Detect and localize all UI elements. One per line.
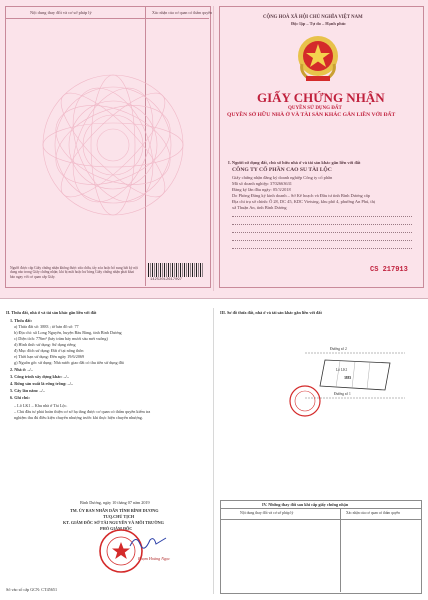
section-2-heading: II. Thửa đất, nhà ở và tài sản khác gắn liền với đất	[6, 310, 97, 315]
national-emblem-icon	[296, 34, 340, 84]
signature-icon	[128, 532, 168, 552]
certificate-inner	[0, 300, 428, 600]
issue-place-date: Bình Dương, ngày 10 tháng 07 năm 2019	[80, 500, 150, 505]
parcel-number-line: a) Thửa đất số: 3883 ; tờ bản đồ số: 77	[14, 324, 79, 329]
subtitle-land-use: QUYỀN SỬ DỤNG ĐẤT	[288, 106, 342, 111]
note-line: – Chủ đầu tư phải hoàn thiện cơ sở hạ tầng được cơ quan có thẩm quyền kiểm tra	[14, 409, 151, 414]
parcel-line: g) Nguồn gốc sử dụng: Nhà nước giao đất có thu tiền sử dụng đất	[14, 360, 124, 365]
motto: Độc lập – Tự do – Hạnh phúc	[291, 21, 347, 26]
section-1-heading: I. Người sử dụng đất, chủ sở hữu nhà ở và tài sản khác gắn liền với đất	[228, 160, 361, 165]
parcel-line: e) Thời hạn sử dụng: Đến ngày 19/6/2069	[14, 354, 85, 359]
changes-col-2: Xác nhận của cơ quan có thẩm quyền	[346, 511, 400, 515]
map-stamp-icon	[288, 384, 322, 418]
item-1-label: 1. Thửa đất:	[10, 318, 33, 323]
parcel-line: b) Địa chỉ: xã Long Nguyên, huyện Bàu Bàng, tỉnh Bình Dương	[14, 330, 122, 335]
signer-line-3: KT. GIÁM ĐỐC SỞ TÀI NGUYÊN VÀ MÔI TRƯỜNG	[63, 520, 164, 525]
item-5-label: 5. Cây lâu năm: –/–	[10, 388, 45, 393]
owner-line: Mã số doanh nghiệp: 3702663631	[232, 181, 293, 186]
owner-line: Do Phòng Đăng ký kinh doanh – Sở Kế hoạch và Đầu tư tỉnh Bình Dương cấp	[232, 193, 370, 198]
left-footnote: Người được cấp Giấy chứng nhận không được sửa chữa, tẩy xóa hoặc bổ sung bất kỳ nội dung nào trong Giấy chứng nhận; khi bị mất hoặc hư hỏng Giấy chứng nhận phải khai báo ngay với cơ quan cấp Giấy.	[10, 266, 138, 279]
subtitle-ownership: QUYỀN SỞ HỮU NHÀ Ở VÀ TÀI SẢN KHÁC GẮN LIỀN VỚI ĐẤT	[227, 112, 396, 118]
parcel-line: c) Diện tích: 776m² (bảy trăm bảy mươi sáu mét vuông)	[14, 336, 108, 341]
changes-col-1: Nội dung thay đổi và cơ sở pháp lý	[240, 511, 294, 515]
company-name: CÔNG TY CỔ PHẦN CAO SU TÀI LỘC	[232, 167, 332, 173]
item-4-label: 4. Rừng sản xuất là rừng trồng: –/–	[10, 381, 73, 386]
signer-name: Phạm Hoàng Ngọc	[138, 556, 171, 561]
map-label: Lô LK1	[336, 368, 348, 372]
item-2-label: 2. Nhà ở: –/–	[10, 367, 33, 372]
left-header-1: Nội dung thay đổi và cơ sở pháp lý	[30, 10, 92, 15]
certificate-cover	[0, 0, 428, 299]
item-6-label: 6. Ghi chú:	[10, 395, 30, 400]
registry-number: Số vào sổ cấp GCN: CT45651	[6, 587, 58, 592]
left-header-2: Xác nhận của cơ quan có thẩm quyền	[152, 10, 212, 15]
map-label: 3883	[344, 376, 352, 380]
barcode	[148, 263, 204, 277]
barcode-number: 14252012617097	[150, 278, 182, 282]
item-3-label: 3. Công trình xây dựng khác: –/–	[10, 374, 69, 379]
republic-heading: CỘNG HOÀ XÃ HỘI CHỦ NGHĨA VIỆT NAM	[263, 15, 363, 20]
section-3-heading: III. Sơ đồ thửa đất, nhà ở và tài sản khác gắn liền với đất	[220, 310, 322, 315]
signer-line-2: TUQ.CHỦ TỊCH	[103, 514, 135, 519]
map-label: Đường số 1	[334, 392, 351, 396]
signer-line-4: PHÓ GIÁM ĐỐC	[100, 526, 133, 531]
serial-number: CS 217913	[370, 266, 408, 274]
rosette-pattern-icon	[38, 70, 188, 220]
owner-line: Đăng ký lần đầu ngày: 05/3/2018	[232, 187, 291, 192]
owner-line: xã Thuận An, tỉnh Bình Dương	[232, 205, 287, 210]
signer-line-1: TM. ỦY BAN NHÂN DÂN TỈNH BÌNH DƯƠNG	[70, 508, 159, 513]
owner-line: Địa chỉ trụ sở chính: Ô 28, DC 45, KDC Vietsing, khu phố 4, phường An Phú, thị	[232, 199, 376, 204]
map-label: Đường số 2	[330, 347, 347, 351]
section-4-heading: IV. Những thay đổi sau khi cấp giấy chứng nhận	[262, 502, 349, 507]
note-line: nghiệm thu đủ điều kiện chuyển nhượng trước khi thực hiện chuyển nhượng.	[14, 415, 143, 420]
owner-line: Giấy chứng nhận đăng ký doanh nghiệp Công ty cổ phần	[232, 175, 333, 180]
parcel-line: d) Hình thức sử dụng: Sử dụng riêng	[14, 342, 76, 347]
certificate-title: GIẤY CHỨNG NHẬN	[257, 90, 385, 105]
parcel-line: đ) Mục đích sử dụng: Đất ở tại nông thôn	[14, 348, 84, 353]
note-line: – Lô LK1 – Khu nhà ở Tài Lộc.	[14, 403, 68, 408]
